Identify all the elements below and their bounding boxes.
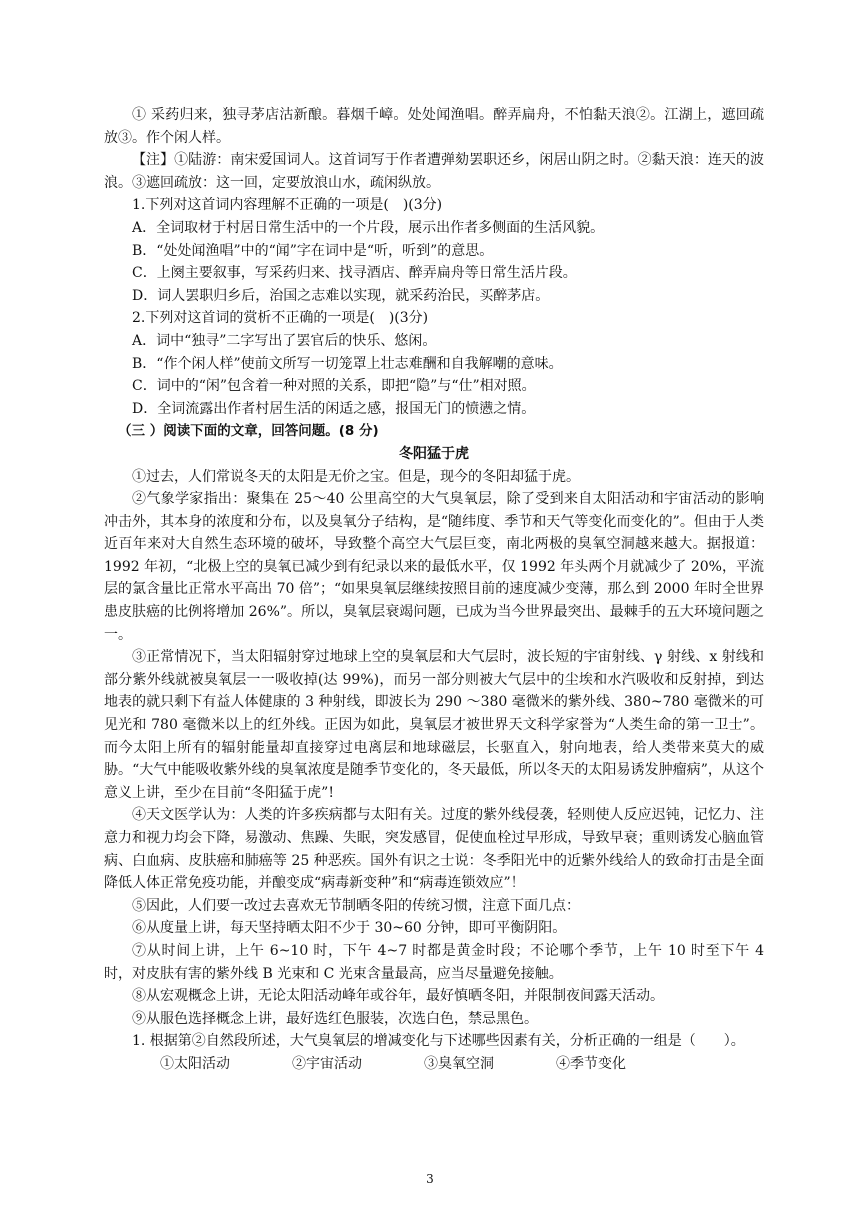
question-2-option-d: D．全词流露出作者村居生活的闲适之感，报国无门的愤懑之情。 [132,400,536,417]
option-2: ②宇宙活动 [292,1055,362,1072]
article-paragraph-5: ⑤因此，人们要一改过去喜欢无节制晒冬阳的传统习惯，注意下面几点： [132,897,580,914]
section-3-heading: （三 ）阅读下面的文章，回答问题。(8 分) [118,423,379,440]
question-2-option-c: C．词中的“闲”包含着一种对照的关系，即把“隐”与“仕”相对照。 [132,378,536,395]
article-paragraph-6: ⑥从度量上讲，每天坚持晒太阳不少于 30~60 分钟，即可平衡阴阳。 [132,920,567,937]
page-number: 3 [426,1172,434,1186]
question-2-option-b: B．“作个闲人样”使前文所写一切笼罩上壮志难酬和自我解嘲的意味。 [132,355,563,372]
article-paragraph-3: ③正常情况下，当太阳辐射穿过地球上空的臭氧层和大气层时，波长短的宇宙射线、γ 射线、x 射线和部分紫外线就被臭氧层一一吸收掉(达 99%)，而另一部分则被大气层中的尘埃和水汽吸收和反射掉，到达地表的就只剩下有益人体健康的 3 种射线，即波长为 290 ～380 毫微米的紫外线、380~780 毫微米的可见光和 780 毫微米以上的红外线。正因为如此，臭氧层才被世界天文科学家誉为“人类生命的第一卫士”。而今太阳上所有的辐射能量却直接穿过电离层和地球磁层，长驱直入，射向地表，给人类带来莫大的威胁。“大气中能吸收紫外线的臭氧浓度是随季节变化的，冬天最低，所以冬天的太阳易诱发肿瘤病”，从这个意义上讲，至少在目前“冬阳猛于虎”! [104,649,764,801]
article-paragraph-8: ⑧从宏观概念上讲，无论太阳活动峰年或谷年，最好慎晒冬阳，并限制夜间露天活动。 [132,988,664,1005]
option-1: ①太阳活动 [160,1055,230,1072]
article-paragraph-2: ②气象学家指出：聚集在 25～40 公里高空的大气臭氧层，除了受到来自太阳活动和宇宙活动的影响冲击外，其本身的浓度和分布，以及臭氧分子结构，是“随纬度、季节和天气等变化而变化的”。但由于人类近百年来对大自然生态环境的破坏，导致整个高空大气层巨变，南北两极的臭氧空洞越来越大。据报道：1992 年初，“北极上空的臭氧已减少到有纪录以来的最低水平，仅 1992 年头两个月就减少了 20%，平流层的氯含量比正常水平高出 70 倍”；“如果臭氧层继续按照目前的速度减少变薄，那么到 2000 年时全世界患皮肤癌的比例将增加 26%”。所以，臭氧层衰竭问题，已成为当今世界最突出、最棘手的五大环境问题之一。 [104,491,764,643]
article-paragraph-1: ①过去，人们常说冬天的太阳是无价之宝。但是，现今的冬阳却猛于虎。 [132,468,580,485]
article-paragraph-9: ⑨从服色选择概念上讲，最好选红色服装，次选白色，禁忌黑色。 [132,1010,538,1027]
question-1-option-c: C．上阕主要叙事，写采药归来、找寻酒店、醉弄扁舟等日常生活片段。 [132,265,577,282]
section-3-question-1-options [104,1053,764,1076]
section-3-question-1-stem: 1. 根据第②自然段所述，大气臭氧层的增减变化与下述哪些因素有关，分析正确的一组是（ ）。 [132,1033,745,1050]
option-4: ④季节变化 [556,1055,626,1072]
question-2-stem: 2.下列对这首词的赏析不正确的一项是( )(3分) [132,310,429,327]
article-title: 冬阳猛于虎 [399,445,469,462]
question-1-stem: 1.下列对这首词内容理解不正确的一项是( )(3分) [132,197,443,214]
article-paragraph-7: ⑦从时间上讲，上午 6~10 时，下午 4~7 时都是黄金时段；不论哪个季节，上午 10 时至下午 4 时，对皮肤有害的紫外线 B 光束和 C 光束含量最高，应当尽量避免接触。 [104,942,764,982]
article-paragraph-4: ④天文医学认为：人类的许多疾病都与太阳有关。过度的紫外线侵袭，轻则使人反应迟钝，记忆力、注意力和视力均会下降，易激动、焦躁、失眠，突发感冒，促使血栓过早形成，导致早衰；重则诱发心脑血管病、白血病、皮肤癌和肺癌等 25 种恶疾。国外有识之士说：冬季阳光中的近紫外线给人的致命打击是全面降低人体正常免疫功能，并酿变成“病毒新变种”和“病毒连锁效应”！ [104,807,764,892]
poem-note: 【注】①陆游：南宋爱国词人。这首词写于作者遭弹劾罢职还乡，闲居山阴之时。②黏天浪：连天的波浪。③遮回疏放：这一回，定要放浪山水，疏闲纵放。 [104,152,764,191]
question-1-option-b: B．“处处闻渔唱”中的“闻”字在词中是“听，听到”的意思。 [132,242,494,259]
page-content [104,104,764,1076]
question-2-option-a: A．词中“独寻”二字写出了罢官后的快乐、悠闲。 [132,332,437,349]
question-1-option-d: D．词人罢职归乡后，治国之志难以实现，就采药治民，买醉茅店。 [132,287,550,304]
question-1-option-a: A．全词取材于村居日常生活中的一个片段，展示出作者多侧面的生活风貌。 [132,219,605,236]
option-3: ③臭氧空洞 [424,1055,494,1072]
poem-text: ① 采药归来，独寻茅店沽新酿。暮烟千嶂。处处闻渔唱。醉弄扁舟，不怕黏天浪②。江湖上，遮回疏放③。作个闲人样。 [104,107,764,146]
